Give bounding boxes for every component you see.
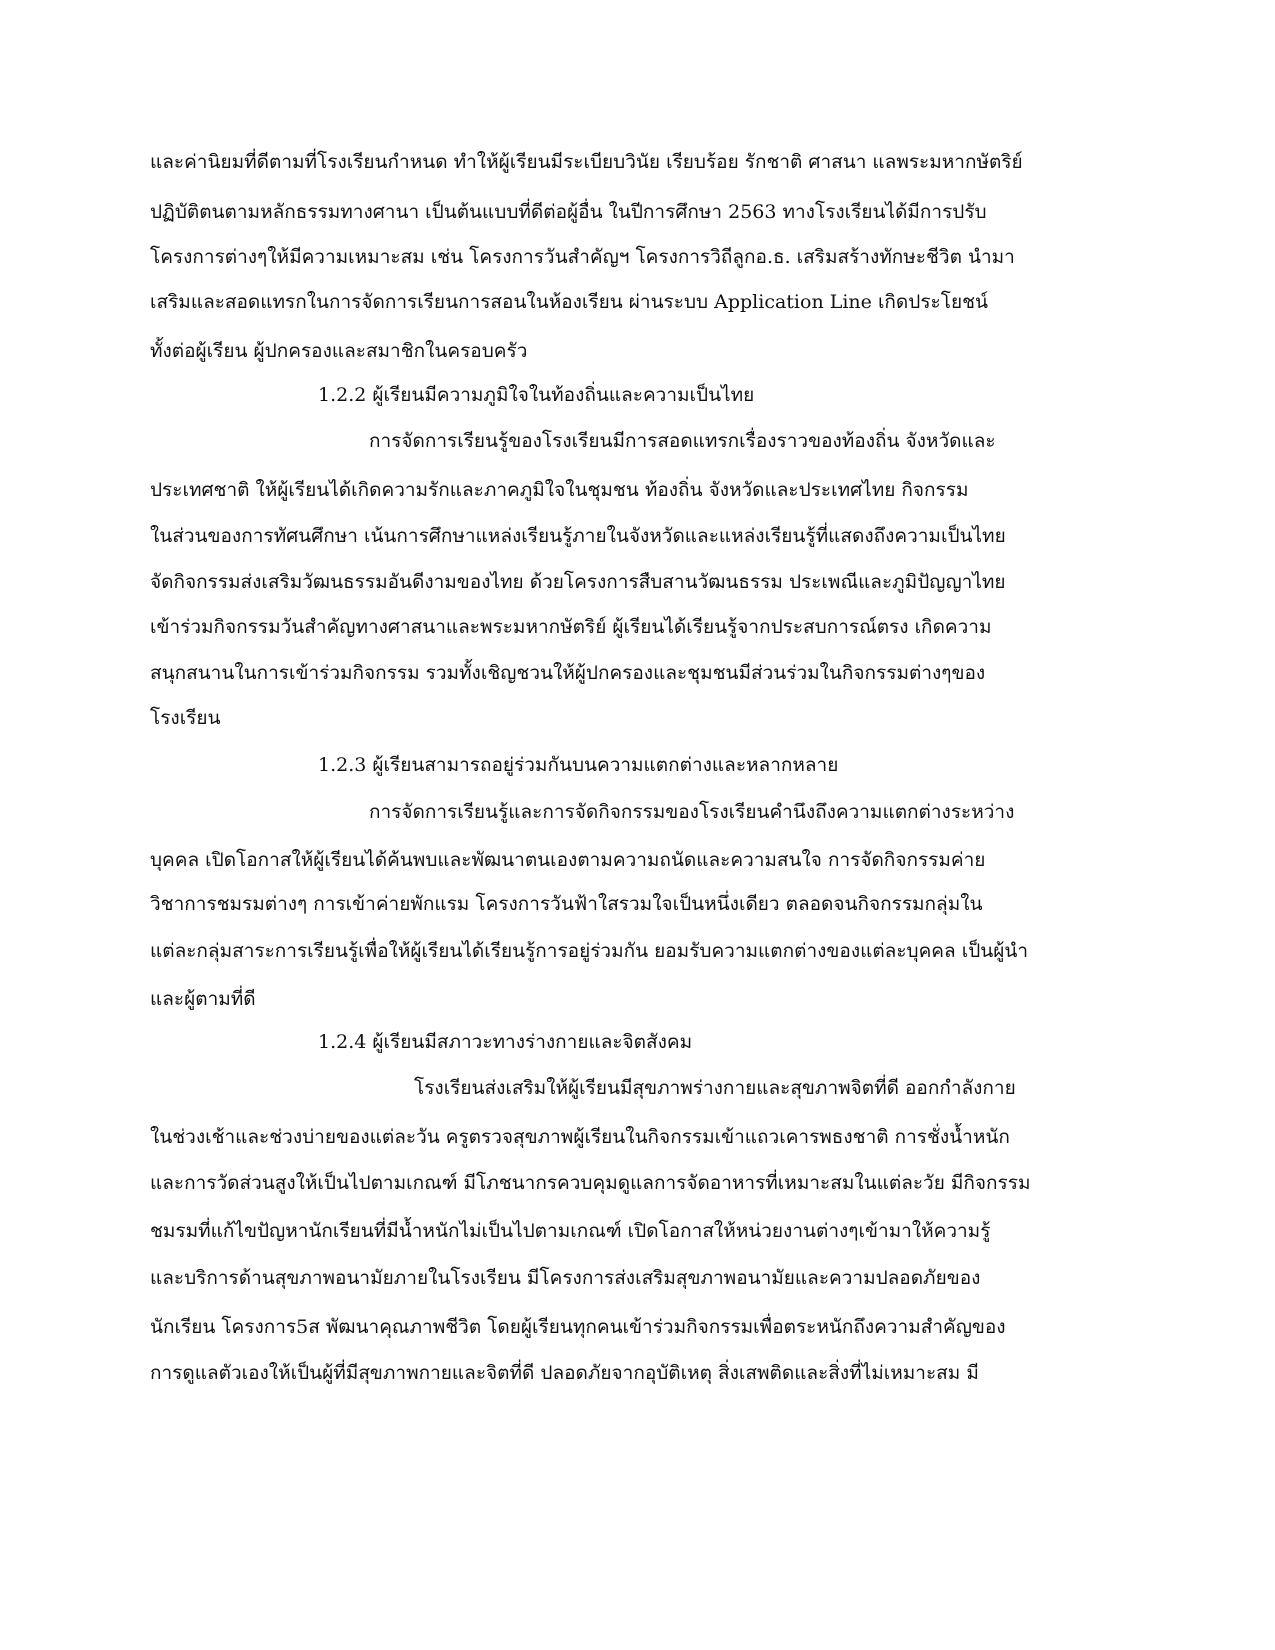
body-text-line: ชมรมที่แก้ไขปัญหานักเรียนที่มีน้ำหนักไม่เป็นไปตามเกณฑ์ เปิดโอกาสให้หน่วยงานต่างๆเข้ามาให้ความรู้ bbox=[150, 1220, 991, 1242]
body-text-line: โรงเรียน bbox=[150, 707, 221, 729]
body-text-line: ประเทศชาติ ให้ผู้เรียนได้เกิดความรักและภาคภูมิใจในชุมชน ท้องถิ่น จังหวัดและประเทศไทย กิจกรรม bbox=[150, 479, 969, 501]
paragraph-first-line: การจัดการเรียนรู้และการจัดกิจกรรมของโรงเรียนคำนึงถึงความแตกต่างระหว่าง bbox=[369, 801, 1015, 823]
paragraph-first-line: โรงเรียนส่งเสริมให้ผู้เรียนมีสุขภาพร่างกายและสุขภาพจิตที่ดี ออกกำลังกาย bbox=[414, 1077, 1016, 1099]
body-text-line: นักเรียน โครงการ5ส พัฒนาคุณภาพชีวิต โดยผู้เรียนทุกคนเข้าร่วมกิจกรรมเพื่อตระหนักถึงความสำคัญของ bbox=[150, 1316, 1006, 1338]
body-text-line: การดูแลตัวเองให้เป็นผู้ที่มีสุขภาพกายและจิตที่ดี ปลอดภัยจากอุบัติเหตุ สิ่งเสพติดและสิ่งที่ไม่เหมาะสม มี bbox=[150, 1362, 979, 1384]
section-heading-1-2-2: 1.2.2 ผู้เรียนมีความภูมิใจในท้องถิ่นและความเป็นไทย bbox=[318, 384, 755, 406]
body-text-line: แต่ละกลุ่มสาระการเรียนรู้เพื่อให้ผู้เรียนได้เรียนรู้การอยู่ร่วมกัน ยอมรับความแตกต่างของแต่ละบุคคล เป็นผู้นำ bbox=[150, 940, 1029, 962]
body-text-line: และค่านิยมที่ดีตามที่โรงเรียนกำหนด ทำให้ผู้เรียนมีระเบียบวินัย เรียบร้อย รักชาติ ศาสนา แลพระมหากษัตริย์ bbox=[150, 151, 1023, 173]
body-text-line: ปฏิบัติตนตามหลักธรรมทางศานา เป็นต้นแบบที่ดีต่อผู้อื่น ในปีการศึกษา 2563 ทางโรงเรียนได้มีการปรับ bbox=[150, 201, 987, 223]
body-text-line: และผู้ตามที่ดี bbox=[150, 988, 256, 1010]
paragraph-first-line: การจัดการเรียนรู้ของโรงเรียนมีการสอดแทรกเรื่องราวของท้องถิ่น จังหวัดและ bbox=[369, 430, 996, 452]
body-text-line: เข้าร่วมกิจกรรมวันสำคัญทางศาสนาและพระมหากษัตริย์ ผู้เรียนได้เรียนรู้จากประสบการณ์ตรง เกิดความ bbox=[150, 616, 992, 638]
body-text-line: จัดกิจกรรมส่งเสริมวัฒนธรรมอันดีงามของไทย ด้วยโครงการสืบสานวัฒนธรรม ประเพณีและภูมิปัญญาไทย bbox=[150, 571, 1006, 593]
body-text-line: ในช่วงเช้าและช่วงบ่ายของแต่ละวัน ครูตรวจสุขภาพผู้เรียนในกิจกรรมเข้าแถวเคารพธงชาติ การชั่งน้ำหนัก bbox=[150, 1126, 1010, 1148]
body-text-line: และบริการด้านสุขภาพอนามัยภายในโรงเรียน มีโครงการส่งเสริมสุขภาพอนามัยและความปลอดภัยของ bbox=[150, 1267, 981, 1289]
body-text-line: บุคคล เปิดโอกาสให้ผู้เรียนได้ค้นพบและพัฒนาตนเองตามความถนัดและความสนใจ การจัดกิจกรรมค่าย bbox=[150, 849, 986, 871]
section-heading-1-2-4: 1.2.4 ผู้เรียนมีสภาวะทางร่างกายและจิตสังคม bbox=[318, 1031, 693, 1053]
body-text-line: ในส่วนของการทัศนศึกษา เน้นการศึกษาแหล่งเรียนรู้ภายในจังหวัดและแหล่งเรียนรู้ที่แสดงถึงความเป็นไทย bbox=[150, 525, 1006, 547]
body-text-line: และการวัดส่วนสูงให้เป็นไปตามเกณฑ์ มีโภชนากรควบคุมดูแลการจัดอาหารที่เหมาะสมในแต่ละวัย มีกิจกรรม bbox=[150, 1172, 1031, 1194]
body-text-line: วิชาการชมรมต่างๆ การเข้าค่ายพักแรม โครงการวันฟ้าใสรวมใจเป็นหนึ่งเดียว ตลอดจนกิจกรรมกลุ่มใน bbox=[150, 893, 983, 915]
section-heading-1-2-3: 1.2.3 ผู้เรียนสามารถอยู่ร่วมกันบนความแตกต่างและหลากหลาย bbox=[318, 754, 839, 776]
body-text-line: ทั้งต่อผู้เรียน ผู้ปกครองและสมาชิกในครอบครัว bbox=[150, 340, 528, 362]
body-text-line: เสริมและสอดแทรกในการจัดการเรียนการสอนในห้องเรียน ผ่านระบบ Application Line เกิดประโยชน์ bbox=[150, 291, 988, 313]
body-text-line: สนุกสนานในการเข้าร่วมกิจกรรม รวมทั้งเชิญชวนให้ผู้ปกครองและชุมชนมีส่วนร่วมในกิจกรรมต่างๆของ bbox=[150, 662, 986, 684]
body-text-line: โครงการต่างๆให้มีความเหมาะสม เช่น โครงการวันสำคัญฯ โครงการวิถีลูกอ.ธ. เสริมสร้างทักษะชีวิต นำมา bbox=[150, 246, 1015, 268]
